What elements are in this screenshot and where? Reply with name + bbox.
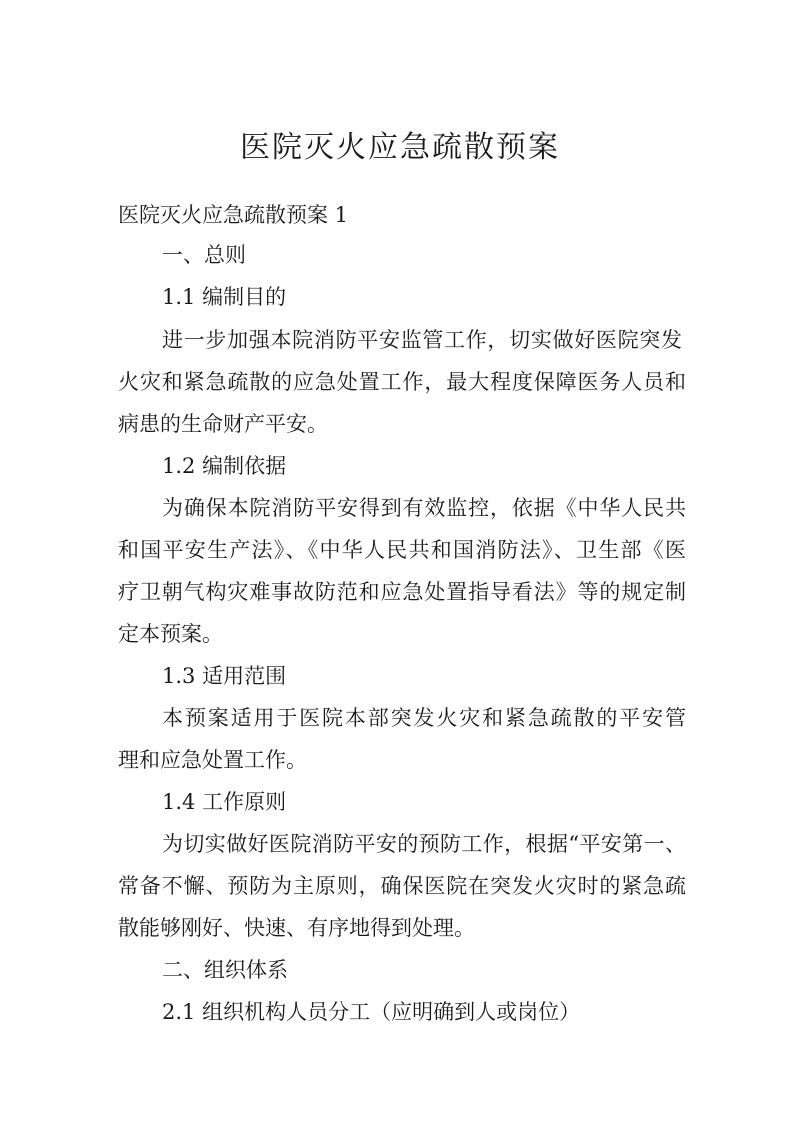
paragraph-line: 火灾和紧急疏散的应急处置工作，最大程度保障医务人员和 [118,370,686,394]
paragraph-line: 常备不懈、预防为主原则，确保医院在突发火灾时的紧急疏 [118,874,686,898]
paragraph-line: 理和应急处置工作。 [118,748,307,772]
paragraph-line: 为确保本院消防平安得到有效监控，依据《中华人民共 [162,496,686,520]
section-heading-general: 一、总则 [162,243,246,267]
paragraph-line: 定本预案。 [118,622,223,646]
subsection-heading-scope: 1.3 适用范围 [162,664,287,688]
section-heading-organization: 二、组织体系 [162,958,288,982]
document-title: 医院灭火应急疏散预案 [240,130,560,165]
paragraph-line: 为切实做好医院消防平安的预防工作，根据“平安第一、 [162,832,686,856]
subsection-heading-principles: 1.4 工作原则 [162,790,287,814]
document-subtitle: 医院灭火应急疏散预案 1 [118,203,349,227]
subsection-heading-roles: 2.1 组织机构人员分工（应明确到人或岗位） [162,1000,581,1024]
paragraph-line: 本预案适用于医院本部突发火灾和紧急疏散的平安管 [162,706,686,730]
subsection-heading-purpose: 1.1 编制目的 [162,285,287,309]
paragraph-line: 散能够刚好、快速、有序地得到处理。 [118,916,475,940]
paragraph-line: 疗卫朝气构灾难事故防范和应急处置指导看法》等的规定制 [118,580,686,604]
paragraph-line: 进一步加强本院消防平安监管工作，切实做好医院突发 [162,328,682,352]
paragraph-line: 病患的生命财产平安。 [118,412,328,436]
subsection-heading-basis: 1.2 编制依据 [162,454,287,478]
paragraph-line: 和国平安生产法》、《中华人民共和国消防法》、卫生部《医 [118,538,686,562]
